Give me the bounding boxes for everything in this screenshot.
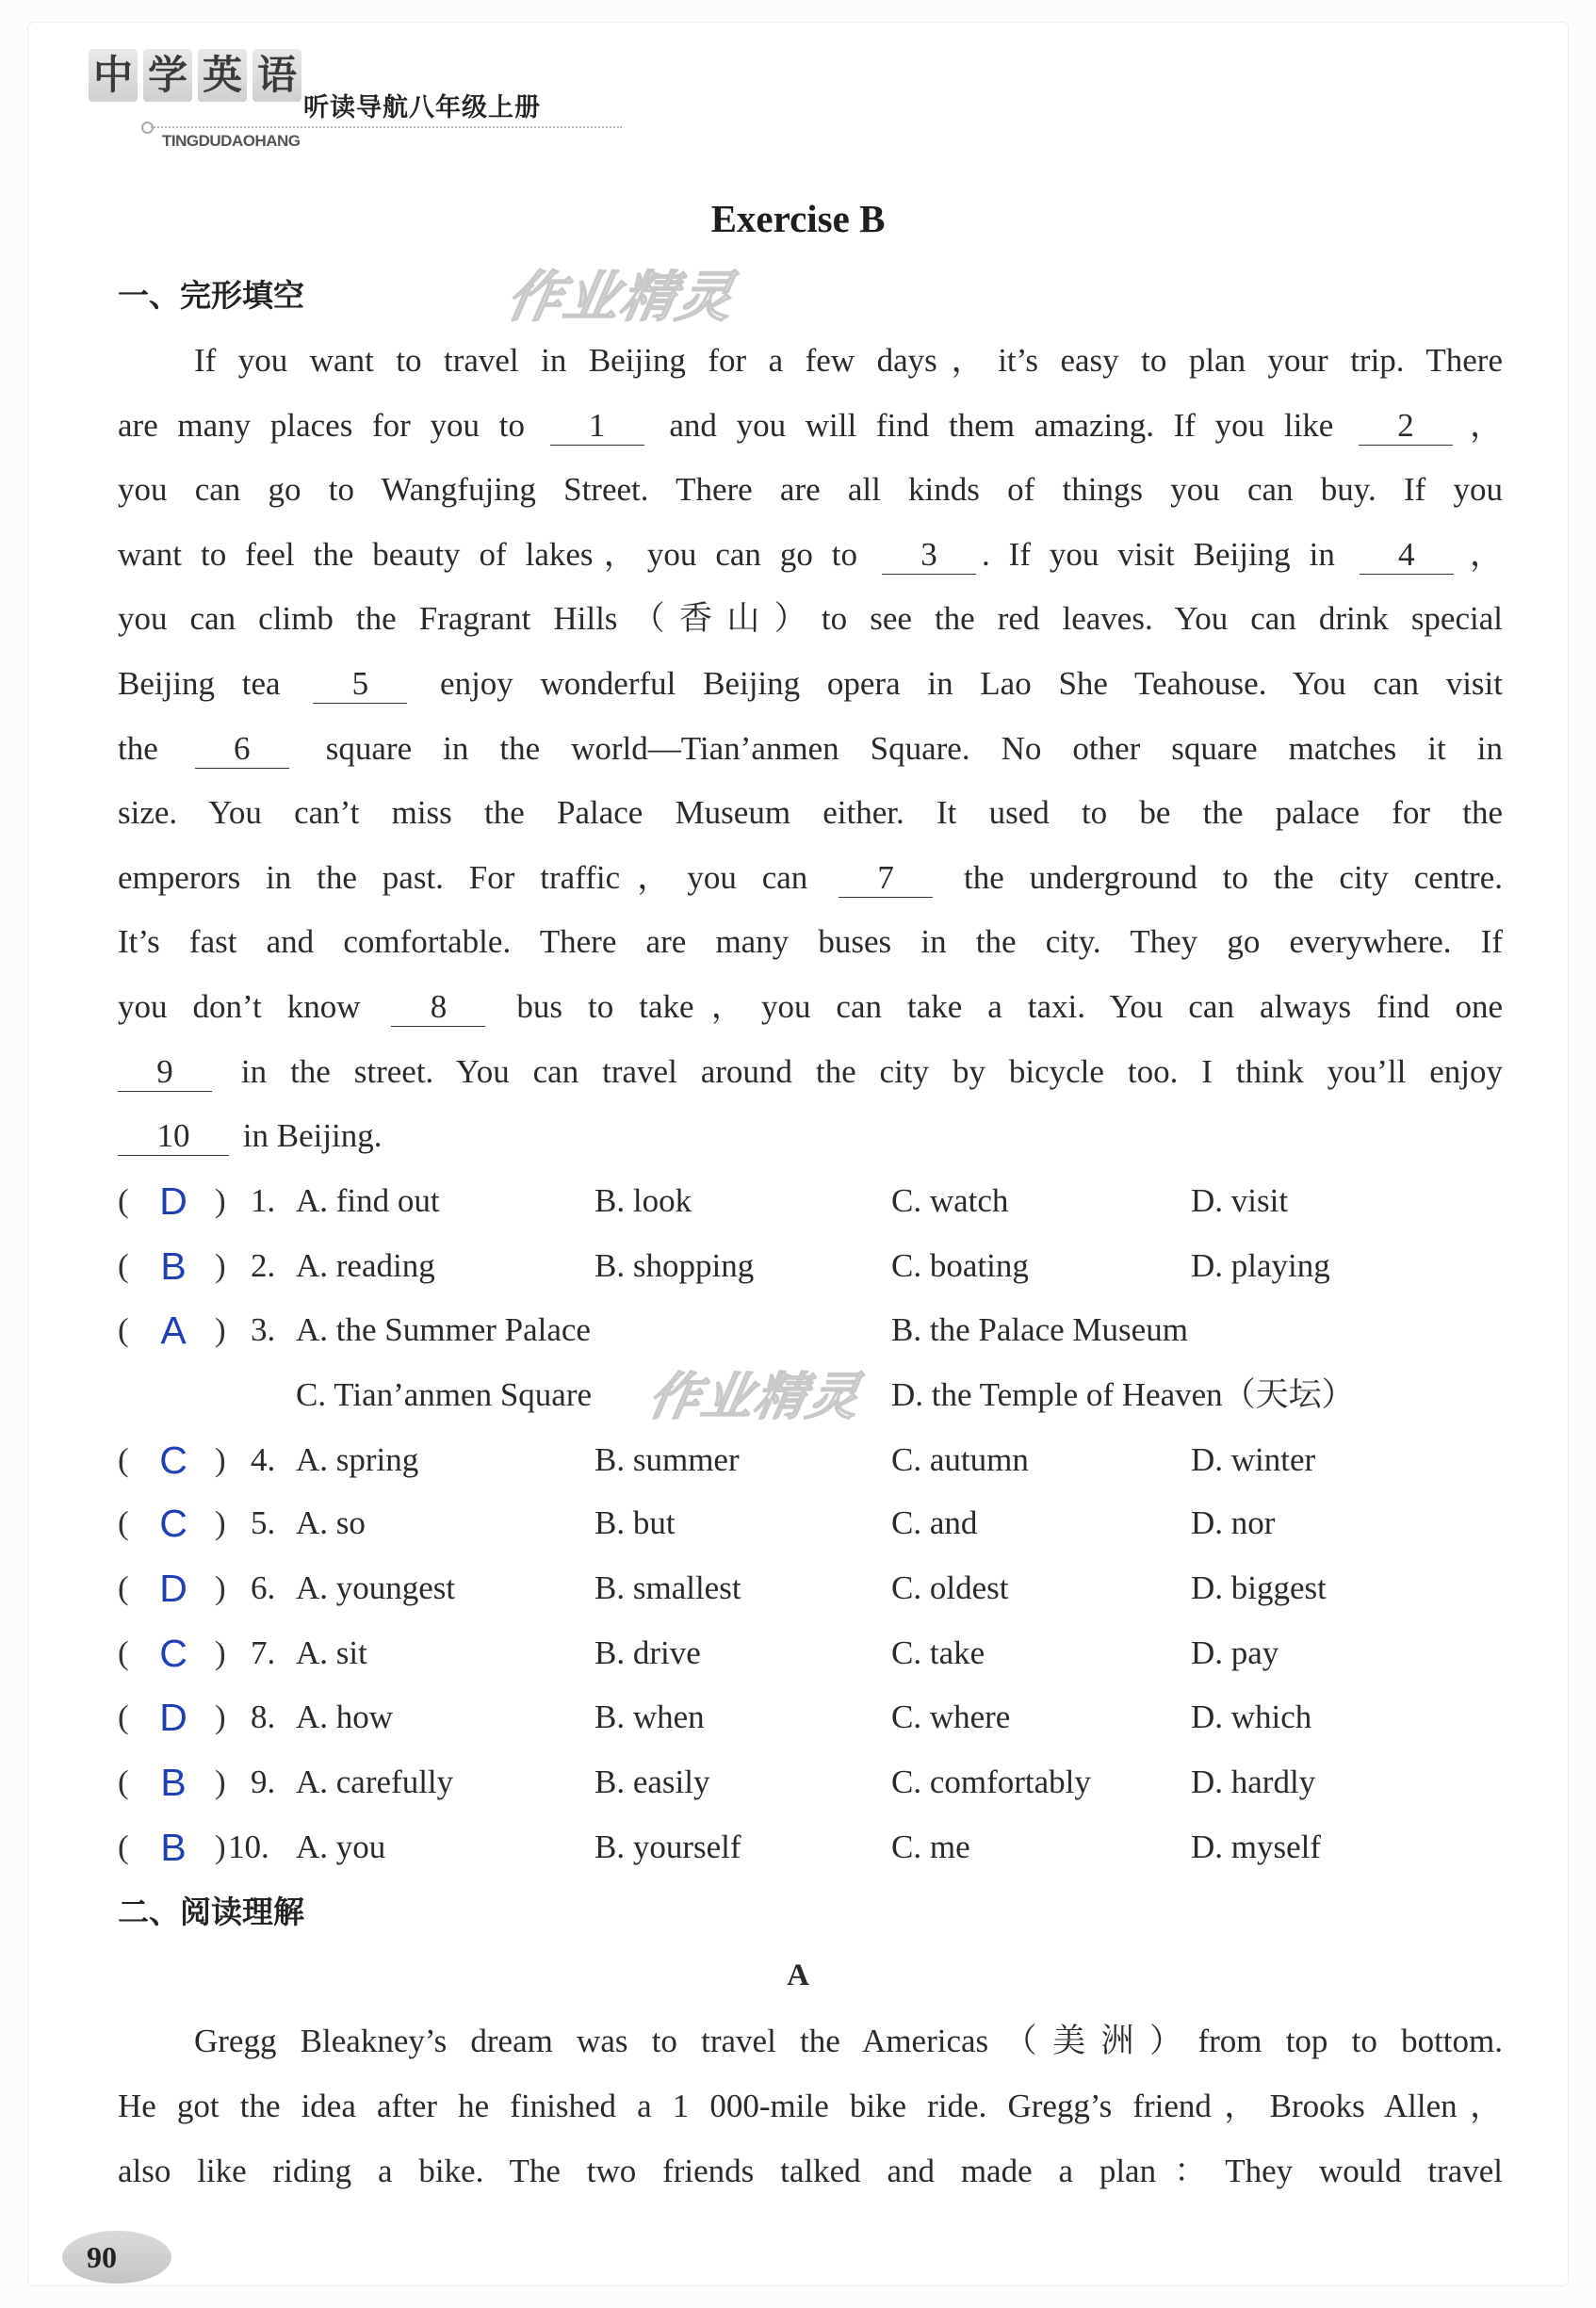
book-pinyin: TINGDUDAOHANG (162, 132, 301, 150)
passage-line (118, 781, 1503, 846)
answer-paren-open: ( (118, 1504, 129, 1541)
passage-line (118, 394, 1503, 459)
choice-b: B. shopping (594, 1247, 755, 1284)
passage-line (118, 975, 1503, 1040)
answer-paren-open: ( (118, 1764, 129, 1800)
choice-d: D. which (1191, 1698, 1312, 1735)
page-number: 90 (87, 2240, 117, 2274)
answer-paren-close: ) (215, 1182, 226, 1219)
passage-line (118, 846, 1503, 911)
section-cloze-title: 一、完形填空 (118, 277, 304, 314)
answer-letter: D (159, 1179, 187, 1223)
question-number: 1. (251, 1182, 276, 1219)
book-title-char: 语 (252, 49, 301, 102)
choice-d: D. hardly (1191, 1764, 1316, 1800)
question-number: 5. (251, 1504, 276, 1541)
cloze-passage (118, 329, 1503, 1169)
answer-letter: D (159, 1696, 187, 1739)
blank-5: 5 (313, 665, 407, 704)
answer-paren-open: ( (118, 1634, 129, 1671)
reading-passage (118, 2008, 1503, 2203)
question-number: 9. (251, 1764, 276, 1800)
page-number-badge (62, 2231, 171, 2284)
blank-4: 4 (1360, 536, 1454, 575)
passage-text: ， (1458, 535, 1503, 573)
question-row (0, 1497, 1596, 1550)
passage-text: enjoy wonderful Beijing opera in Lao She Teahouse. You can visit (413, 664, 1503, 702)
book-title-char: 中 (89, 49, 138, 102)
choice-a: A. youngest (296, 1569, 456, 1606)
blank-3: 3 (882, 536, 976, 575)
passage-text: you don’t know (118, 987, 386, 1025)
passage-text: Beijing tea (118, 664, 308, 702)
question-row (0, 1434, 1596, 1487)
question-row (0, 1562, 1596, 1615)
choice-c: C. oldest (891, 1569, 1009, 1606)
answer-paren-open: ( (118, 1569, 129, 1606)
choice-d: D. playing (1191, 1247, 1330, 1284)
passage-text: in the street. You can travel around the city by bicycle too. I think you’ll enjoy (218, 1052, 1503, 1090)
answer-paren-close: ) (215, 1569, 226, 1606)
passage-text: want to feel the beauty of lakes，you can go to (118, 535, 876, 573)
choice-c: C. watch (891, 1182, 1009, 1219)
choice-b: B. but (594, 1504, 676, 1541)
passage-text: square in the world—Tian’anmen Square. No other square matches it in (294, 729, 1503, 767)
passage-text: emperors in the past. For traffic，you can (118, 858, 834, 896)
choice-a: A. spring (296, 1441, 419, 1478)
passage-line (118, 1040, 1503, 1105)
passage-text: size. You can’t miss the Palace Museum either. It used to be the palace for the (118, 794, 1503, 832)
book-title-char: 英 (198, 49, 247, 102)
choice-a: A. the Summer Palace (296, 1311, 591, 1348)
question-number: 8. (251, 1698, 276, 1735)
reading-line: Gregg Bleakney’s dream was to travel the Americas（美洲）from top to bottom. (194, 2023, 1503, 2059)
choice-c: C. Tian’anmen Square (296, 1376, 593, 1413)
answer-letter: B (160, 1826, 187, 1869)
blank-8: 8 (391, 988, 485, 1027)
passage-text: ， (1458, 406, 1503, 444)
blank-2: 2 (1359, 407, 1453, 446)
passage-text: . If you visit Beijing in (981, 535, 1354, 573)
answer-paren-open: ( (118, 1698, 129, 1735)
answer-paren-close: ) (215, 1311, 226, 1348)
reading-line: also like riding a bike. The two friends talked and made a plan：They would travel (118, 2153, 1503, 2189)
choice-c: C. autumn (891, 1441, 1029, 1478)
book-title-char: 学 (143, 49, 192, 102)
choice-b: B. easily (594, 1764, 710, 1800)
header-rule (151, 126, 622, 128)
choice-d: D. nor (1191, 1504, 1276, 1541)
answer-paren-open: ( (118, 1182, 129, 1219)
passage-text: It’s fast and comfortable. There are many buses in the city. They go everywhere. If (118, 923, 1503, 961)
answer-letter: C (159, 1632, 187, 1675)
answer-paren-open: ( (118, 1247, 129, 1284)
page-title: Exercise B (710, 197, 886, 240)
blank-6: 6 (195, 730, 289, 769)
answer-letter: D (159, 1567, 187, 1610)
answer-letter: A (160, 1308, 187, 1352)
passage-line (118, 587, 1503, 652)
question-row-continued (0, 1369, 1596, 1422)
passage-line (118, 523, 1503, 588)
passage-line (118, 329, 1503, 394)
passage-text: you can go to Wangfujing Street. There are all kinds of things you can buy. If you (118, 471, 1503, 509)
reading-passage-label: A (787, 1959, 809, 1992)
question-number: 7. (251, 1634, 276, 1671)
choice-b: B. summer (594, 1441, 740, 1478)
choice-a: A. reading (296, 1247, 435, 1284)
answer-letter: C (159, 1502, 187, 1545)
choice-c: C. and (891, 1504, 978, 1541)
answer-letter: C (159, 1438, 187, 1482)
passage-text: If you want to travel in Beijing for a few days，it’s easy to plan your trip. There (194, 342, 1503, 379)
choice-a: A. find out (296, 1182, 440, 1219)
choice-a: A. carefully (296, 1764, 454, 1800)
passage-text: bus to take，you can take a taxi. You can always find one (491, 987, 1503, 1025)
passage-text: the underground to the city centre. (938, 858, 1503, 896)
passage-text: in Beijing. (235, 1117, 383, 1155)
choice-c: C. boating (891, 1247, 1029, 1284)
answer-paren-close: ) (215, 1441, 226, 1478)
passage-line (118, 717, 1503, 782)
answer-paren-open: ( (118, 1829, 129, 1865)
reading-line: He got the idea after he finished a 1 000-mile bike ride. Gregg’s friend，Brooks Allen， (118, 2088, 1503, 2124)
answer-paren-close: ) (215, 1504, 226, 1541)
answer-paren-close: ) (215, 1247, 226, 1284)
answer-paren-close: ) (215, 1764, 226, 1800)
answer-letter: B (160, 1761, 187, 1804)
choice-b: B. yourself (594, 1829, 741, 1865)
section-reading-title: 二、阅读理解 (118, 1894, 304, 1930)
passage-text: are many places for you to (118, 406, 545, 444)
answer-paren-close: ) (215, 1634, 226, 1671)
answer-paren-open: ( (118, 1311, 129, 1348)
question-number: 6. (251, 1569, 276, 1606)
book-subtitle: 听读导航八年级上册 (303, 93, 541, 122)
choice-b: B. smallest (594, 1569, 741, 1606)
choice-b: B. when (594, 1698, 705, 1735)
choice-d: D. myself (1191, 1829, 1322, 1865)
choice-c: C. me (891, 1829, 970, 1865)
blank-1: 1 (550, 407, 644, 446)
blank-7: 7 (839, 859, 933, 898)
choice-a: A. how (296, 1698, 394, 1735)
answer-paren-open: ( (118, 1441, 129, 1478)
choice-a: A. you (296, 1829, 386, 1865)
choice-c: C. take (891, 1634, 985, 1671)
question-row (0, 1756, 1596, 1809)
passage-text: the (118, 729, 189, 767)
question-row (0, 1240, 1596, 1292)
answer-letter: B (160, 1244, 187, 1288)
choice-d: D. visit (1191, 1182, 1289, 1219)
choice-d: D. biggest (1191, 1569, 1327, 1606)
question-number: 2. (251, 1247, 276, 1284)
passage-line (118, 652, 1503, 717)
question-row (0, 1691, 1596, 1744)
choice-d: D. the Temple of Heaven（天坛） (891, 1376, 1355, 1413)
blank-10: 10 (118, 1117, 229, 1156)
passage-line (118, 458, 1503, 523)
question-row (0, 1821, 1596, 1874)
passage-line (118, 1104, 1503, 1169)
choice-c: C. comfortably (891, 1764, 1091, 1800)
question-number: 4. (251, 1441, 276, 1478)
question-row (0, 1627, 1596, 1680)
passage-text: you can climb the Fragrant Hills（香山）to see the red leaves. You can drink special (118, 600, 1503, 638)
choice-b: B. the Palace Museum (891, 1311, 1188, 1348)
passage-line (118, 910, 1503, 975)
question-number: 3. (251, 1311, 276, 1348)
question-row (0, 1175, 1596, 1227)
choice-b: B. drive (594, 1634, 701, 1671)
passage-text: and you will find them amazing. If you like (649, 406, 1354, 444)
blank-9: 9 (118, 1053, 212, 1092)
book-title (89, 49, 301, 102)
choice-a: A. sit (296, 1634, 367, 1671)
answer-paren-close: ) (215, 1829, 226, 1865)
question-number: 10. (228, 1829, 269, 1865)
choice-c: C. where (891, 1698, 1011, 1735)
question-row (0, 1304, 1596, 1357)
answer-paren-close: ) (215, 1698, 226, 1735)
choice-d: D. winter (1191, 1441, 1316, 1478)
choice-a: A. so (296, 1504, 366, 1541)
choice-d: D. pay (1191, 1634, 1279, 1671)
choice-b: B. look (594, 1182, 692, 1219)
